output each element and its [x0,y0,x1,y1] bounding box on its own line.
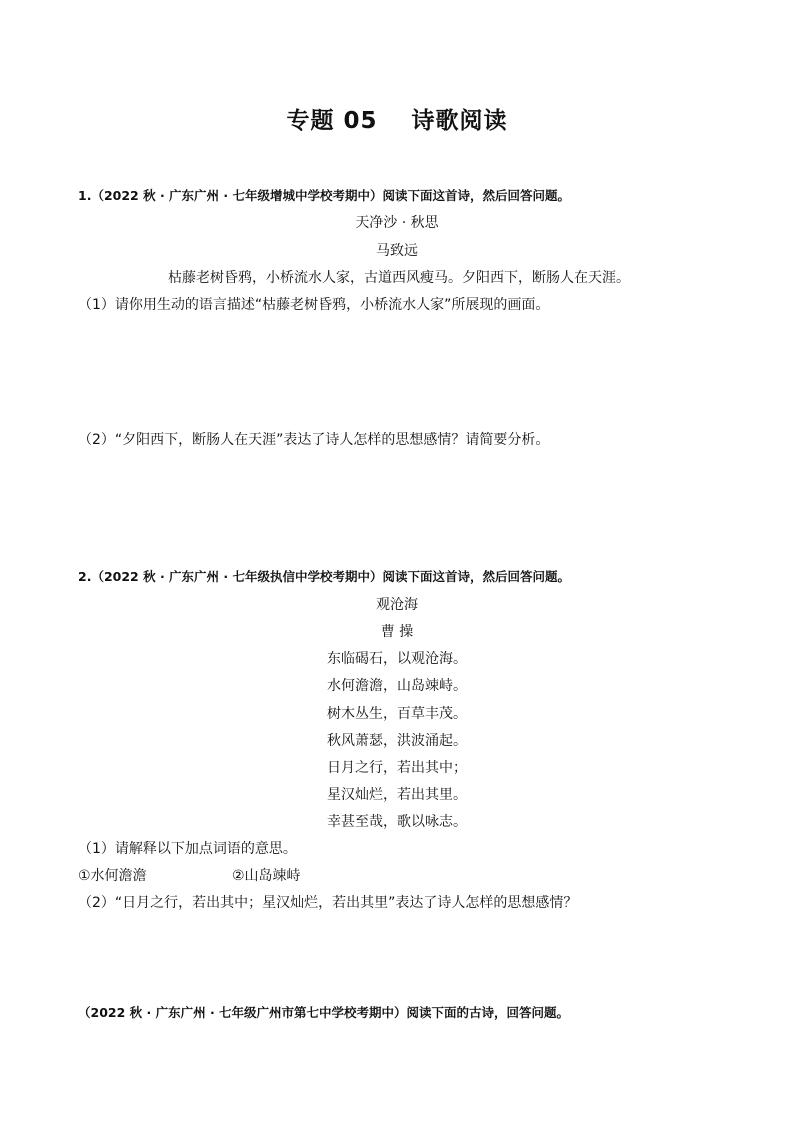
question-2-poem-line: 幸甚至哉，歌以咏志。 [327,814,467,830]
question-1-poem-title: 天净沙 · 秋思 [355,215,439,231]
question-2-poem-line: 水何澹澹，山岛竦峙。 [327,678,467,694]
question-2-poem-line: 东临碣石，以观沧海。 [327,651,467,667]
question-2-word-2: ②山岛竦峙 [232,868,301,884]
question-1-header: 1.（2022 秋 · 广东广州 · 七年级增城中学校考期中）阅读下面这首诗，然后回答问题。 [78,188,570,203]
question-2-subquestion-1: （1）请解释以下加点词语的意思。 [78,841,297,857]
question-2-subquestion-2: （2）“日月之行，若出其中；星汉灿烂，若出其里”表达了诗人怎样的思想感情？ [78,895,578,911]
question-1-poem-text: 枯藤老树昏鸦，小桥流水人家，古道西风瘦马。夕阳西下，断肠人在天涯。 [168,270,630,286]
title-sub: 诗歌阅读 [411,108,508,134]
question-2-poem-title: 观沧海 [376,597,418,613]
question-2-header: 2.（2022 秋 · 广东广州 · 七年级执信中学校考期中）阅读下面这首诗，然后回答问题。 [78,569,570,584]
question-2-word-1: ①水何澹澹 [78,868,147,884]
question-3-header: （2022 秋 · 广东广州 · 七年级广州市第七中学校考期中）阅读下面的古诗，回答问题。 [78,1005,570,1020]
question-2-poem-line: 日月之行，若出其中； [327,760,467,776]
question-1-subquestion-1: （1）请你用生动的语言描述“枯藤老树昏鸦，小桥流水人家”所展现的画面。 [78,297,550,313]
question-1-subquestion-2: （2）“夕阳西下，断肠人在天涯”表达了诗人怎样的思想感情？请简要分析。 [78,432,550,448]
question-1-poem-author: 马致远 [376,243,418,259]
page-title [0,102,794,135]
question-2-poem-line: 秋风萧瑟，洪波涌起。 [327,733,467,749]
question-2-poem-line: 星汉灿烂，若出其里。 [327,787,467,803]
question-2-poem-line: 树木丛生，百草丰茂。 [327,706,467,722]
title-main: 专题 05 [286,108,378,134]
question-2-poem-author: 曹 操 [380,624,414,640]
